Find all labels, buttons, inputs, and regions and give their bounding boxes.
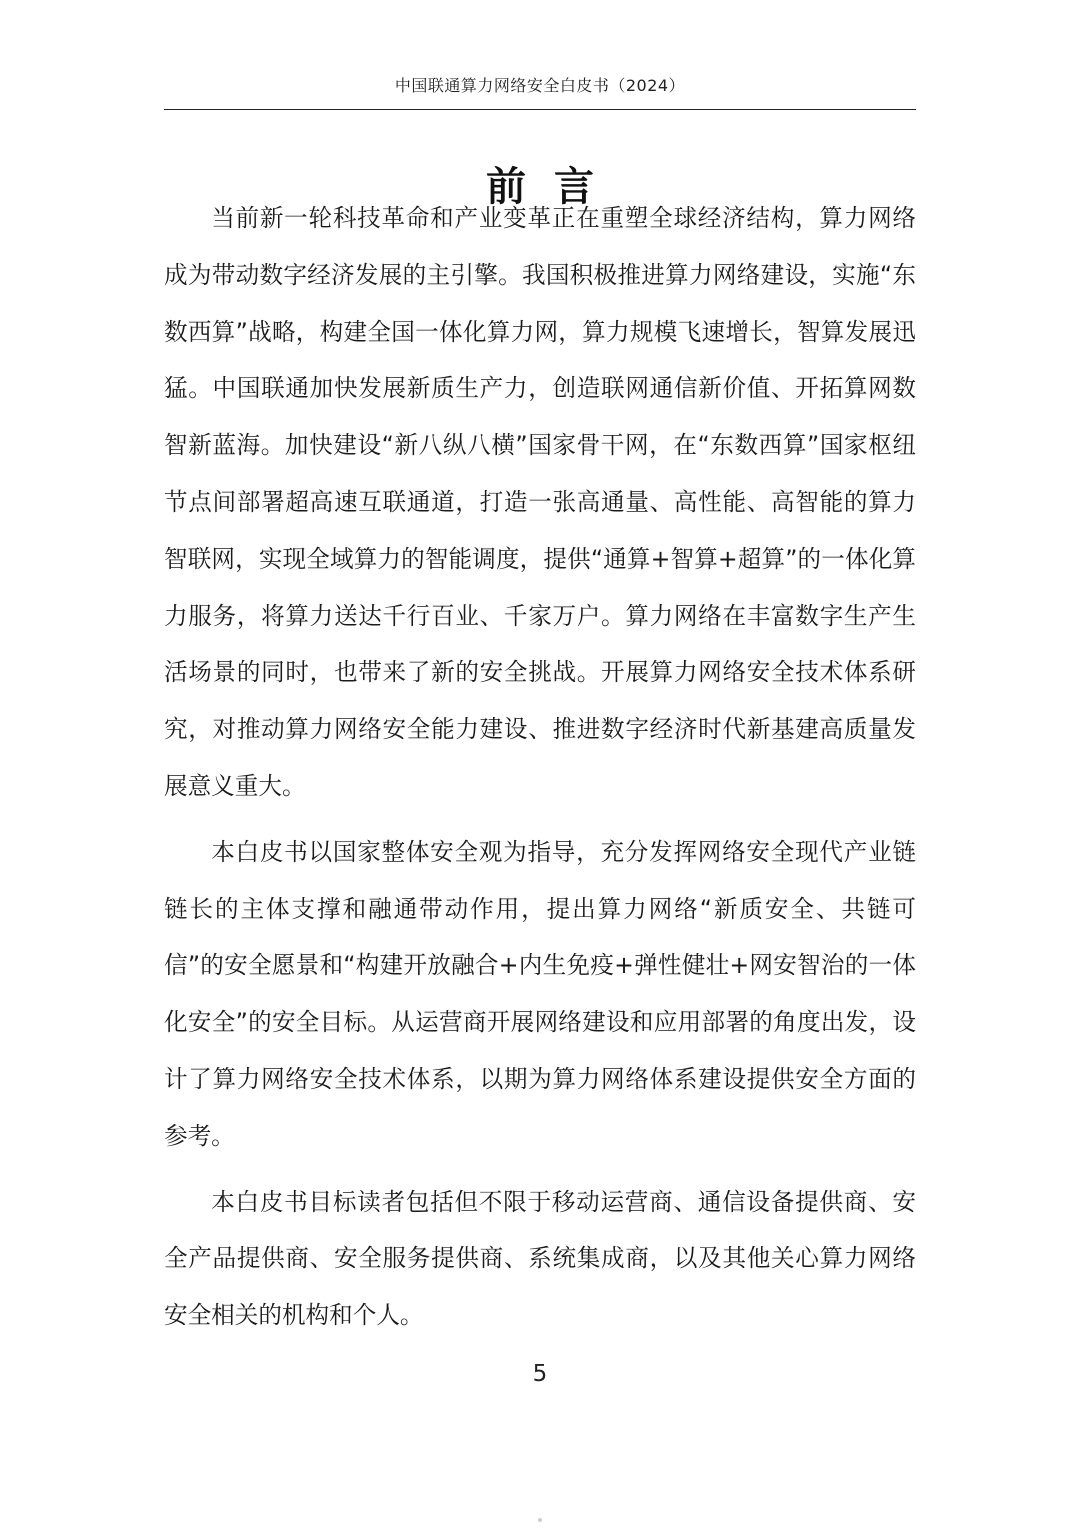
- paragraph-audience: 本白皮书目标读者包括但不限于移动运营商、通信设备提供商、安全产品提供商、安全服务提供商、系统集成商，以及其他关心算力网络安全相关的机构和个人。: [164, 1187, 916, 1330]
- page-title: 前言: [486, 163, 622, 210]
- header-divider: [164, 109, 916, 110]
- paragraph-vision: 本白皮书以国家整体安全观为指导，充分发挥网络安全现代产业链链长的主体支撑和融通带动作用，提出算力网络“新质安全、共链可信”的安全愿景和“构建开放融合+内生免疫+弹性健壮+网安智治的一体化安全”的安全目标。从运营商开展网络建设和应用部署的角度出发，设计了算力网络安全技术体系，以期为算力网络体系建设提供安全方面的参考。: [164, 837, 916, 1150]
- page-number: 5: [532, 1361, 548, 1387]
- scan-artifact-dot: [538, 1518, 542, 1522]
- paragraph-intro: 当前新一轮科技革命和产业变革正在重塑全球经济结构，算力网络成为带动数字经济发展的主引擎。我国积极推进算力网络建设，实施“东数西算”战略，构建全国一体化算力网，算力规模飞速增长，智算发展迅猛。中国联通加快发展新质生产力，创造联网通信新价值、开拓算网数智新蓝海。加快建设“新八纵八横”国家骨干网，在“东数西算”国家枢纽节点间部署超高速互联通道，打造一张高通量、高性能、高智能的算力智联网，实现全域算力的智能调度，提供“通算+智算+超算”的一体化算力服务，将算力送达千行百业、千家万户。算力网络在丰富数字生产生活场景的同时，也带来了新的安全挑战。开展算力网络安全技术体系研究，对推动算力网络安全能力建设、推进数字经济时代新基建高质量发展意义重大。: [164, 204, 916, 800]
- body-text: [164, 190, 916, 1344]
- running-header: 中国联通算力网络安全白皮书（2024）: [394, 76, 686, 95]
